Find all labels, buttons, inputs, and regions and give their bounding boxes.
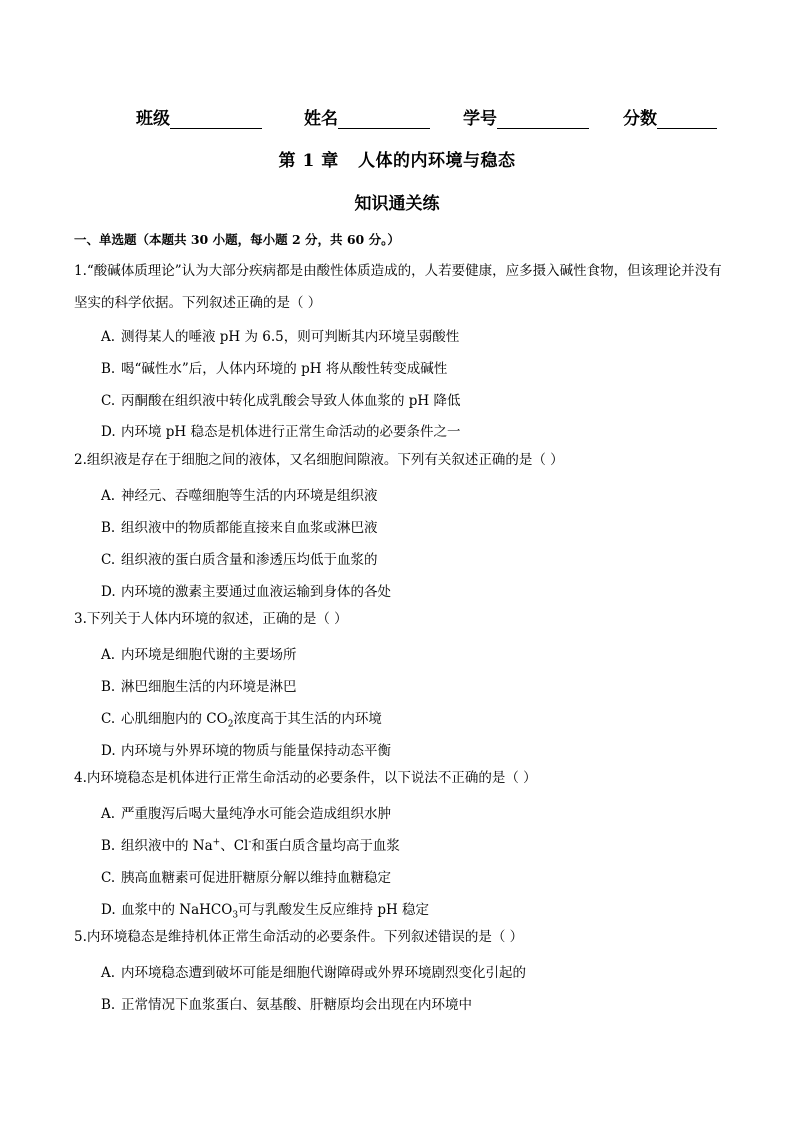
option-text: 淋巴细胞生活的内环境是淋巴: [121, 679, 297, 695]
question-2-stem: 2.组织液是存在于细胞之间的液体，又名细胞间隙液。下列有关叙述正确的是（ ）: [74, 452, 564, 468]
option-letter: C.: [101, 711, 116, 727]
class-blank[interactable]: [170, 110, 262, 129]
option-text: 组织液中的物质都能直接来自血浆或淋巴液: [121, 520, 378, 536]
superscript: -: [248, 837, 252, 848]
question-1-option-d[interactable]: [101, 420, 461, 440]
question-4-option-a[interactable]: [101, 802, 391, 822]
option-letter: D.: [101, 743, 116, 759]
option-text: 丙酮酸在组织液中转化成乳酸会导致人体血浆的 pH 降低: [121, 393, 461, 409]
question-2-option-c[interactable]: [101, 548, 378, 568]
option-text: 内环境的激素主要通过血液运输到身体的各处: [121, 584, 391, 600]
option-text-pre: 心肌细胞内的 CO: [121, 711, 228, 727]
option-text: 内环境与外界环境的物质与能量保持动态平衡: [121, 743, 391, 759]
question-4-stem: 4.内环境稳态是机体进行正常生命活动的必要条件，以下说法不正确的是（ ）: [74, 770, 537, 786]
option-letter: A.: [101, 488, 116, 504]
option-text: 正常情况下血浆蛋白、氨基酸、肝糖原均会出现在内环境中: [121, 997, 472, 1013]
option-letter: D.: [101, 902, 116, 918]
option-text-post: 和蛋白质含量均高于血浆: [251, 838, 400, 854]
option-text: 测得某人的唾液 pH 为 6.5，则可判断其内环境呈弱酸性: [121, 329, 460, 345]
option-text-pre: 血浆中的 NaHCO: [121, 902, 233, 918]
score-label: 分数: [623, 109, 657, 129]
subscript: 3: [232, 910, 239, 921]
option-text-post: 浓度高于其生活的内环境: [233, 711, 382, 727]
superscript: +: [212, 837, 221, 848]
question-1-stem: 1.“酸碱体质理论”认为大部分疾病都是由酸性体质造成的，人若要健康，应多摄入碱性食物，但该理论并没有坚实的科学依据。下列叙述正确的是（ ）: [74, 263, 722, 311]
option-letter: D.: [101, 424, 116, 440]
question-2-option-b[interactable]: [101, 516, 378, 536]
option-text: 严重腹泻后喝大量纯净水可能会造成组织水肿: [121, 806, 391, 822]
question-3-option-b[interactable]: [101, 675, 297, 695]
worksheet-subtitle: 知识通关练: [354, 194, 440, 214]
option-text: 内环境 pH 稳态是机体进行正常生命活动的必要条件之一: [121, 424, 461, 440]
section-heading: 一、单选题（本题共 30 小题，每小题 2 分，共 60 分。）: [74, 232, 400, 247]
option-letter: C.: [101, 552, 116, 568]
option-letter: D.: [101, 584, 116, 600]
student-id-field: [463, 104, 589, 129]
question-2-option-d[interactable]: [101, 580, 391, 600]
student-id-label: 学号: [463, 109, 497, 129]
student-id-blank[interactable]: [497, 110, 589, 129]
option-letter: A.: [101, 647, 116, 663]
option-letter: B.: [101, 679, 116, 695]
question-5-option-b[interactable]: [101, 993, 472, 1013]
chapter-title: 第 1 章 人体的内环境与稳态: [278, 151, 516, 171]
option-letter: A.: [101, 329, 116, 345]
question-1-option-c[interactable]: [101, 389, 461, 409]
question-3-stem: 3.下列关于人体内环境的叙述，正确的是（ ）: [74, 611, 348, 627]
question-3-option-c[interactable]: [101, 707, 382, 730]
option-letter: C.: [101, 393, 116, 409]
option-letter: C.: [101, 870, 116, 886]
question-5-option-a[interactable]: [101, 961, 526, 981]
question-1-option-b[interactable]: [101, 357, 447, 377]
question-3-option-d[interactable]: [101, 739, 391, 759]
option-text-mid: 、Cl: [220, 838, 249, 854]
option-text-pre: 组织液中的 Na: [121, 838, 213, 854]
name-label: 姓名: [304, 109, 338, 129]
option-letter: B.: [101, 997, 116, 1013]
question-2-option-a[interactable]: [101, 484, 378, 504]
option-text: 内环境是细胞代谢的主要场所: [121, 647, 297, 663]
name-blank[interactable]: [338, 110, 430, 129]
option-letter: B.: [101, 361, 116, 377]
option-letter: B.: [101, 520, 116, 536]
option-text: 胰高血糖素可促进肝糖原分解以维持血糖稳定: [121, 870, 391, 886]
question-3-option-a[interactable]: [101, 643, 297, 663]
class-label: 班级: [136, 109, 170, 129]
score-blank[interactable]: [657, 110, 717, 129]
option-text-post: 可与乳酸发生反应维持 pH 稳定: [238, 902, 430, 918]
question-1-option-a[interactable]: [101, 325, 459, 345]
subscript: 2: [227, 719, 234, 730]
option-letter: B.: [101, 838, 116, 854]
question-5-stem: 5.内环境稳态是维持机体正常生命活动的必要条件。下列叙述错误的是（ ）: [74, 929, 524, 945]
option-text: 神经元、吞噬细胞等生活的内环境是组织液: [121, 488, 378, 504]
option-letter: A.: [101, 806, 116, 822]
score-field: [623, 104, 717, 129]
option-text: 喝“碱性水”后，人体内环境的 pH 将从酸性转变成碱性: [121, 361, 448, 377]
question-4-option-c[interactable]: [101, 866, 391, 886]
option-text: 内环境稳态遭到破坏可能是细胞代谢障碍或外界环境剧烈变化引起的: [121, 965, 526, 981]
question-4-option-b[interactable]: [101, 834, 400, 854]
name-field: [304, 104, 430, 129]
option-text: 组织液的蛋白质含量和渗透压均低于血浆的: [121, 552, 378, 568]
question-4-option-d[interactable]: [101, 898, 429, 921]
class-field: [136, 104, 262, 129]
option-letter: A.: [101, 965, 116, 981]
